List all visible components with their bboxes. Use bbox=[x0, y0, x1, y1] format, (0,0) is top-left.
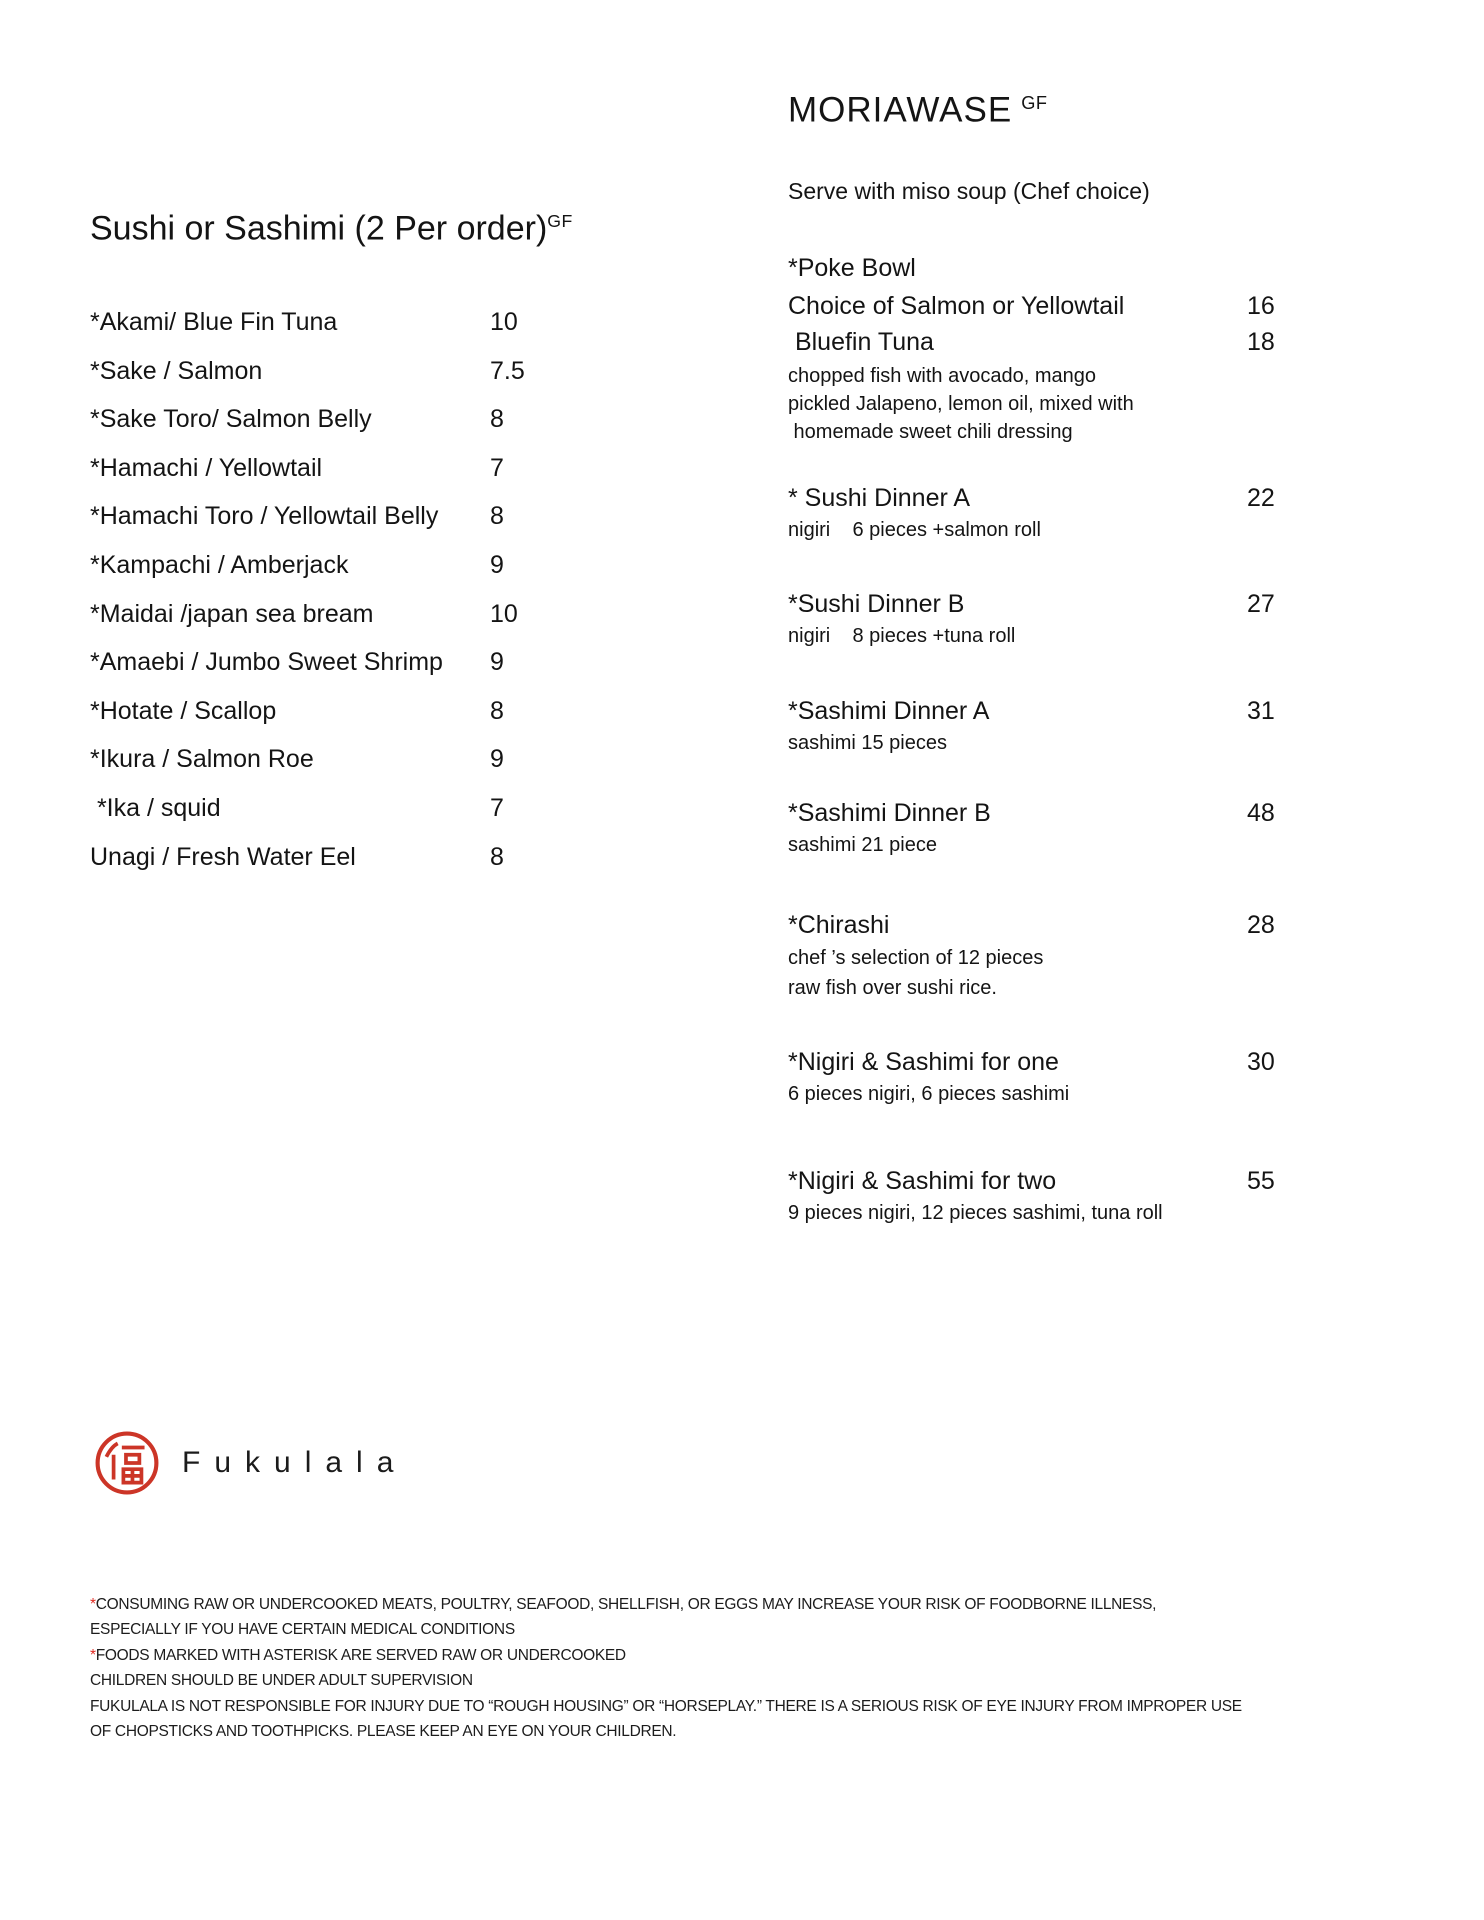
dinner-price: 31 bbox=[1247, 697, 1275, 725]
disclaimer-line: ESPECIALLY IF YOU HAVE CERTAIN MEDICAL CONDITIONS bbox=[90, 1621, 515, 1639]
menu-item bbox=[90, 495, 590, 544]
disclaimer-line: *CONSUMING RAW OR UNDERCOOKED MEATS, POULTRY, SEAFOOD, SHELLFISH, OR EGGS MAY INCREASE YOUR RISK OF FOODBORNE ILLNESS, bbox=[90, 1596, 1157, 1613]
dinner-description: sashimi 15 pieces bbox=[788, 732, 947, 754]
dinner-description: 9 pieces nigiri, 12 pieces sashimi, tuna roll bbox=[788, 1202, 1163, 1224]
dinner-name: *Sashimi Dinner A bbox=[788, 697, 990, 725]
item-price: 8 bbox=[490, 405, 504, 434]
poke-description bbox=[788, 362, 1328, 446]
dinner-price: 55 bbox=[1247, 1167, 1275, 1195]
item-price: 7.5 bbox=[490, 356, 525, 385]
item-price: 7 bbox=[490, 793, 504, 822]
option-name: Bluefin Tuna bbox=[788, 328, 934, 356]
description-line: pickled Jalapeno, lemon oil, mixed with bbox=[788, 393, 1134, 415]
item-name: *Ikura / Salmon Roe bbox=[90, 745, 314, 774]
menu-item bbox=[90, 836, 590, 885]
item-price: 8 bbox=[490, 696, 504, 725]
dinner-name: *Nigiri & Sashimi for two bbox=[788, 1167, 1057, 1195]
menu-item bbox=[90, 738, 590, 787]
restaurant-logo bbox=[94, 1430, 407, 1496]
dinner-price: 28 bbox=[1247, 911, 1275, 939]
dinner-name: *Chirashi bbox=[788, 911, 890, 939]
dinner-item bbox=[788, 1163, 1328, 1227]
menu-item bbox=[90, 447, 590, 496]
red-asterisk: * bbox=[90, 1646, 96, 1664]
fukulala-seal-icon bbox=[94, 1430, 160, 1496]
dinner-description: nigiri 6 pieces +salmon roll bbox=[788, 519, 1041, 541]
moriawase-subtitle: Serve with miso soup (Chef choice) bbox=[788, 178, 1150, 204]
description-line: homemade sweet chili dressing bbox=[788, 421, 1073, 443]
poke-option bbox=[788, 288, 1328, 324]
restaurant-name: Fukulala bbox=[182, 1446, 408, 1479]
dinner-price: 48 bbox=[1247, 799, 1275, 827]
dinner-price: 30 bbox=[1247, 1048, 1275, 1076]
dinner-item bbox=[788, 1044, 1328, 1108]
item-name: *Kampachi / Amberjack bbox=[90, 550, 349, 579]
red-asterisk: * bbox=[90, 1596, 96, 1613]
item-price: 7 bbox=[490, 453, 504, 482]
poke-option bbox=[788, 324, 1328, 360]
item-price: 9 bbox=[490, 648, 504, 677]
dinner-item bbox=[788, 693, 1328, 757]
option-price: 16 bbox=[1247, 292, 1275, 320]
disclaimer-line: *FOODS MARKED WITH ASTERISK ARE SERVED RAW OR UNDERCOOKED bbox=[90, 1646, 626, 1664]
dinner-price: 27 bbox=[1247, 590, 1275, 618]
item-price: 9 bbox=[490, 745, 504, 774]
item-price: 10 bbox=[490, 308, 518, 336]
dinner-item bbox=[788, 586, 1328, 650]
item-name: *Hotate / Scallop bbox=[90, 696, 277, 725]
item-name: *Sake / Salmon bbox=[90, 356, 263, 385]
item-name: *Hamachi Toro / Yellowtail Belly bbox=[90, 502, 439, 531]
menu-item bbox=[90, 398, 590, 447]
dinner-description: raw fish over sushi rice. bbox=[788, 977, 997, 999]
dinner-description: 6 pieces nigiri, 6 pieces sashimi bbox=[788, 1083, 1070, 1105]
dinner-name: *Sushi Dinner B bbox=[788, 590, 965, 618]
sushi-sashimi-title-text: Sushi or Sashimi (2 Per order) bbox=[90, 209, 548, 248]
menu-item bbox=[90, 593, 590, 642]
item-price: 10 bbox=[490, 599, 518, 628]
dinner-item bbox=[788, 795, 1328, 859]
dinner-item bbox=[788, 480, 1328, 544]
moriawase-title-text: MORIAWASE bbox=[788, 90, 1013, 130]
item-name: *Maidai /japan sea bream bbox=[90, 599, 374, 628]
item-name: *Hamachi / Yellowtail bbox=[90, 453, 323, 482]
dinner-price: 22 bbox=[1247, 484, 1275, 512]
moriawase-title bbox=[788, 82, 1047, 132]
dinner-name: * Sushi Dinner A bbox=[788, 484, 971, 512]
option-price: 18 bbox=[1247, 328, 1275, 356]
sushi-sashimi-item-list bbox=[90, 301, 590, 884]
dinner-name: *Sashimi Dinner B bbox=[788, 799, 991, 827]
option-name: Choice of Salmon or Yellowtail bbox=[788, 292, 1125, 320]
description-line: chopped fish with avocado, mango bbox=[788, 365, 1096, 387]
dinner-description: chef ’s selection of 12 pieces bbox=[788, 947, 1044, 969]
item-name: *Sake Toro/ Salmon Belly bbox=[90, 405, 372, 434]
poke-bowl-heading: *Poke Bowl bbox=[788, 254, 916, 282]
disclaimer-line: FUKULALA IS NOT RESPONSIBLE FOR INJURY DUE TO “ROUGH HOUSING” OR “HORSEPLAY.” THERE IS A SERIOUS RISK OF EYE INJURY FROM IMPROPER USE bbox=[90, 1697, 1242, 1715]
gluten-free-superscript: GF bbox=[547, 211, 573, 231]
disclaimer-line: OF CHOPSTICKS AND TOOTHPICKS. PLEASE KEEP AN EYE ON YOUR CHILDREN. bbox=[90, 1723, 677, 1741]
item-price: 8 bbox=[490, 842, 504, 871]
dinner-name: *Nigiri & Sashimi for one bbox=[788, 1048, 1059, 1076]
menu-item bbox=[90, 350, 590, 399]
item-name: *Akami/ Blue Fin Tuna bbox=[90, 308, 338, 336]
sushi-sashimi-title bbox=[90, 200, 650, 249]
item-price: 8 bbox=[490, 502, 504, 531]
menu-item bbox=[90, 301, 590, 350]
menu-item bbox=[90, 787, 590, 836]
item-name: Unagi / Fresh Water Eel bbox=[90, 842, 356, 871]
item-price: 9 bbox=[490, 550, 504, 579]
gluten-free-superscript: GF bbox=[1021, 93, 1048, 113]
disclaimer-line: CHILDREN SHOULD BE UNDER ADULT SUPERVISION bbox=[90, 1672, 473, 1690]
dinner-description: nigiri 8 pieces +tuna roll bbox=[788, 625, 1016, 647]
dinner-item bbox=[788, 907, 1328, 1003]
dinner-description: sashimi 21 piece bbox=[788, 834, 937, 856]
item-name: *Ika / squid bbox=[90, 793, 221, 822]
menu-item bbox=[90, 690, 590, 739]
disclaimer-block bbox=[90, 1592, 1460, 1744]
menu-item bbox=[90, 544, 590, 593]
item-name: *Amaebi / Jumbo Sweet Shrimp bbox=[90, 648, 443, 677]
menu-item bbox=[90, 641, 590, 690]
